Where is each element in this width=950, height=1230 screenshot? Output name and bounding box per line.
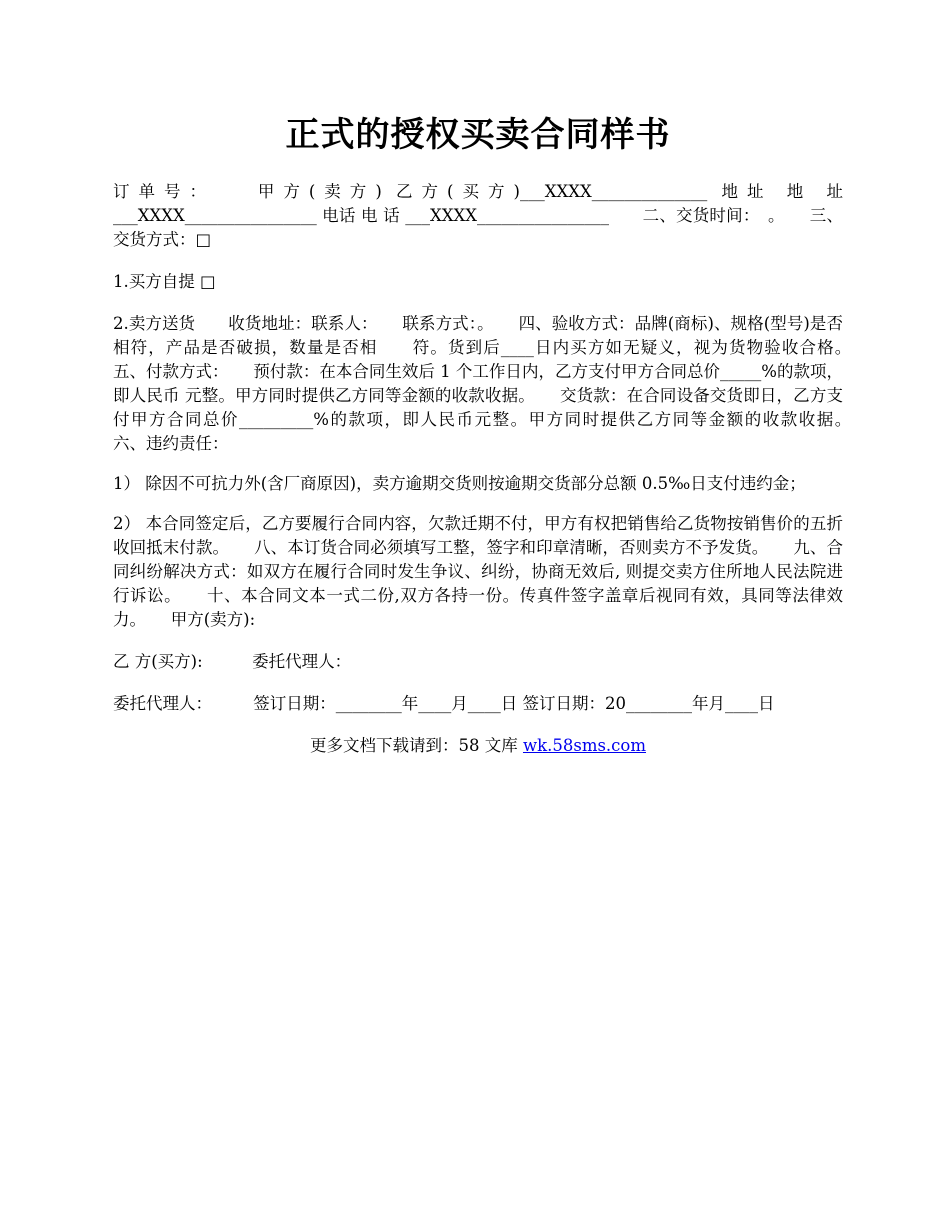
- paragraph-buyer-agent: 乙 方(买方): 委托代理人：: [113, 652, 352, 671]
- paragraph-parties: 订单号： 甲方(卖方) 乙方(买方)___XXXX______________ 地址 地 址 ___XXXX________________ 电话 电 话 ___XXXX________________ 二、交货时间： 。 三、交货方式：□: [113, 182, 843, 249]
- footer-text: 更多文档下载请到：58 文库: [309, 736, 523, 755]
- paragraph-liability-1: 1） 除因不可抗力外(含厂商原因)，卖方逾期交货则按逾期交货部分总额 0.5‰日支付违约金；: [113, 474, 806, 493]
- paragraph-liability-2: 2） 本合同签定后，乙方要履行合同内容，欠款迁期不付，甲方有权把销售给乙货物按销售价的五折收回抵末付款。 八、本订货合同必须填写工整，签字和印章清晰，否则卖方不予发货。 九、合同纠纷解决方式：如双方在履行合同时发生争议、纠纷，协商无效后, 则提交卖方住所地人民法院进行诉讼。 十、本合同文本一式二份,双方各持一份。传真件签字盖章后视同有效，具同等法律效力。 甲方(卖方):: [113, 514, 843, 629]
- document-page: [113, 112, 876, 758]
- paragraph-delivery-payment: 2.卖方送货 收货地址：联系人： 联系方式：。 四、验收方式：品牌(商标)、规格(型号)是否相符，产品是否破损，数量是否相 符。货到后____日内买方如无疑义，视为货物验收合格。 五、付款方式： 预付款：在本合同生效后 1 个工作日内，乙方支付甲方合同总价_____%的款项，即人民币 元整。甲方同时提供乙方同等金额的收款收据。 交货款：在合同设备交货即日，乙方支付甲方合同总价_________%的款项，即人民币元整。甲方同时提供乙方同等金额的收款收据。 六、违约责任：: [113, 314, 876, 453]
- paragraph-signing-date: 委托代理人： 签订日期：________年____月____日 签订日期：20________年月____日: [113, 694, 775, 713]
- footer: [113, 734, 843, 758]
- document-title: 正式的授权买卖合同样书: [285, 115, 671, 155]
- footer-link[interactable]: wk.58sms.com: [522, 736, 646, 755]
- paragraph-buyer-pickup: 1.买方自提 □: [113, 272, 216, 291]
